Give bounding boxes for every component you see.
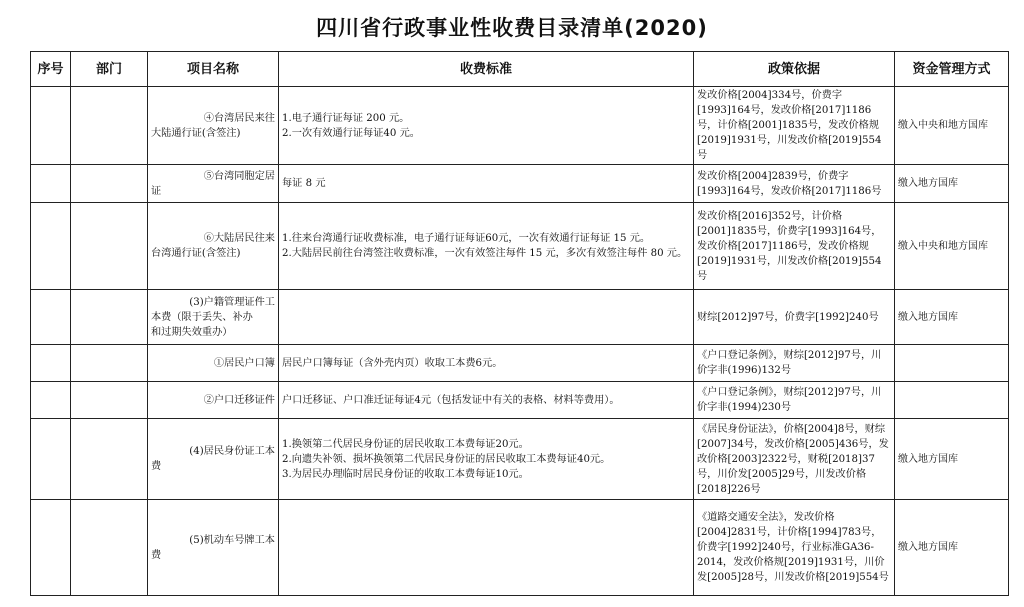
policy-basis-cell: 发改价格[2004]334号，价费字[1993]164号，发改价格[2017]1186号，计价格[2001]1835号，发改价格规[2019]1931号，川发改价格[2019]554号 — [694, 87, 895, 165]
item-name-line: 和过期失效重办） — [151, 326, 233, 338]
table-row — [31, 500, 1009, 596]
fee-table — [30, 51, 1009, 596]
dept-cell — [71, 345, 148, 382]
seq-cell — [31, 345, 71, 382]
item-name-line: 费 — [151, 461, 162, 472]
fund-management-cell — [895, 345, 1009, 382]
header-row — [31, 52, 1009, 87]
item-name-line: ⑤台湾同胞定居 — [203, 170, 275, 182]
table-row — [31, 345, 1009, 382]
item-name-cell — [148, 345, 279, 382]
fee-standard-cell — [279, 203, 694, 290]
fee-standard-cell — [279, 165, 694, 203]
fund-management-cell: 缴入地方国库 — [895, 419, 1009, 500]
item-name-line: (3)户籍管理证件工 — [189, 296, 275, 308]
fee-standard-cell — [279, 345, 694, 382]
table-row — [31, 382, 1009, 419]
fee-standard-cell — [279, 500, 694, 596]
item-name-line: ⑥大陆居民往来 — [203, 233, 275, 244]
header-seq: 序号 — [31, 52, 71, 87]
fee-standard-cell — [279, 419, 694, 500]
table-row — [31, 290, 1009, 345]
fee-line: 2.一次有效通行证每证40 元。 — [282, 127, 420, 139]
fee-line: 户口迁移证、户口准迁证每证4元（包括发证中有关的表格、材料等费用）。 — [282, 394, 620, 406]
table-row — [31, 203, 1009, 290]
fund-management-cell: 缴入地方国库 — [895, 165, 1009, 203]
fee-standard-cell — [279, 382, 694, 419]
seq-cell — [31, 290, 71, 345]
item-name-cell — [148, 203, 279, 290]
dept-cell — [71, 87, 148, 165]
fee-line: 2.大陆居民前往台湾签注收费标准，一次有效签注每件 15 元，多次有效签注每件 80 元。 — [282, 248, 688, 259]
item-name-line: 台湾通行证(含签注) — [151, 248, 241, 259]
header-fee-standard: 收费标准 — [279, 52, 694, 87]
item-name-cell — [148, 290, 279, 345]
header-policy-basis: 政策依据 — [694, 52, 895, 87]
policy-basis-cell: 发改价格[2004]2839号，价费字[1993]164号，发改价格[2017]1186号 — [694, 165, 895, 203]
header-item-name: 项目名称 — [148, 52, 279, 87]
seq-cell — [31, 500, 71, 596]
item-name-cell — [148, 87, 279, 165]
policy-basis-cell: 《居民身份证法》，价格[2004]8号，财综[2007]34号，发改价格[2005]436号，发改价格[2003]2322号，财税[2018]37号，川价发[2005]29号，川发改价格[2018]226号 — [694, 419, 895, 500]
policy-basis-cell: 发改价格[2016]352号，计价格[2001]1835号，价费字[1993]164号，发改价格[2017]1186号，发改价格规[2019]1931号，川发改价格[2019]554号 — [694, 203, 895, 290]
item-name-line: 费 — [151, 549, 162, 561]
item-name-line: ①居民户口簿 — [213, 357, 275, 369]
fee-line: 每证 8 元 — [282, 178, 326, 189]
fee-standard-cell — [279, 290, 694, 345]
seq-cell — [31, 87, 71, 165]
item-name-line: ④台湾居民来往 — [203, 112, 275, 124]
policy-basis-cell: 《户口登记条例》，财综[2012]97号，川价字非(1994)230号 — [694, 382, 895, 419]
item-name-line: 证 — [151, 185, 162, 197]
fee-line: 1.换领第二代居民身份证的居民收取工本费每证20元。 — [282, 438, 529, 450]
dept-cell — [71, 382, 148, 419]
item-name-cell — [148, 500, 279, 596]
fund-management-cell: 缴入地方国库 — [895, 500, 1009, 596]
fee-standard-cell — [279, 87, 694, 165]
table-row — [31, 165, 1009, 203]
item-name-line: (5)机动车号牌工本 — [189, 534, 275, 546]
dept-cell — [71, 165, 148, 203]
item-name-cell — [148, 382, 279, 419]
document-title: 四川省行政事业性收费目录清单(2020) — [316, 16, 708, 40]
item-name-line: (4)居民身份证工本 — [189, 446, 275, 457]
dept-cell — [71, 419, 148, 500]
seq-cell — [31, 382, 71, 419]
fee-line: 3.为居民办理临时居民身份证的收取工本费每证10元。 — [282, 468, 529, 480]
fee-line: 居民户口簿每证（含外壳内页）收取工本费6元。 — [282, 357, 503, 369]
policy-basis-cell: 财综[2012]97号，价费字[1992]240号 — [694, 290, 895, 345]
fund-management-cell — [895, 382, 1009, 419]
item-name-cell — [148, 165, 279, 203]
item-name-line: ②户口迁移证件 — [203, 394, 275, 406]
fund-management-cell: 缴入中央和地方国库 — [895, 203, 1009, 290]
fee-line: 2.向遗失补领、损坏换领第二代居民身份证的居民收取工本费每证40元。 — [282, 453, 611, 465]
fee-line: 1.电子通行证每证 200 元。 — [282, 112, 410, 124]
header-dept: 部门 — [71, 52, 148, 87]
seq-cell — [31, 203, 71, 290]
fee-line: 1.往来台湾通行证收费标准，电子通行证每证60元，一次有效通行证每证 15 元。 — [282, 233, 651, 244]
dept-cell — [71, 500, 148, 596]
policy-basis-cell: 《户口登记条例》，财综[2012]97号，川价字非(1996)132号 — [694, 345, 895, 382]
item-name-cell — [148, 419, 279, 500]
dept-cell — [71, 290, 148, 345]
table-row — [31, 87, 1009, 165]
item-name-line: 大陆通行证(含签注) — [151, 127, 241, 139]
seq-cell — [31, 419, 71, 500]
table-row — [31, 419, 1009, 500]
item-name-line: 本费（限于丢失、补办 — [151, 311, 253, 323]
dept-cell — [71, 203, 148, 290]
seq-cell — [31, 165, 71, 203]
header-fund-management: 资金管理方式 — [895, 52, 1009, 87]
policy-basis-cell: 《道路交通安全法》，发改价格[2004]2831号，计价格[1994]783号，价费字[1992]240号，行业标准GA36-2014，发改价格规[2019]1931号，川价发[2005]28号，川发改价格[2019]554号 — [694, 500, 895, 596]
fund-management-cell: 缴入中央和地方国库 — [895, 87, 1009, 165]
fund-management-cell: 缴入地方国库 — [895, 290, 1009, 345]
